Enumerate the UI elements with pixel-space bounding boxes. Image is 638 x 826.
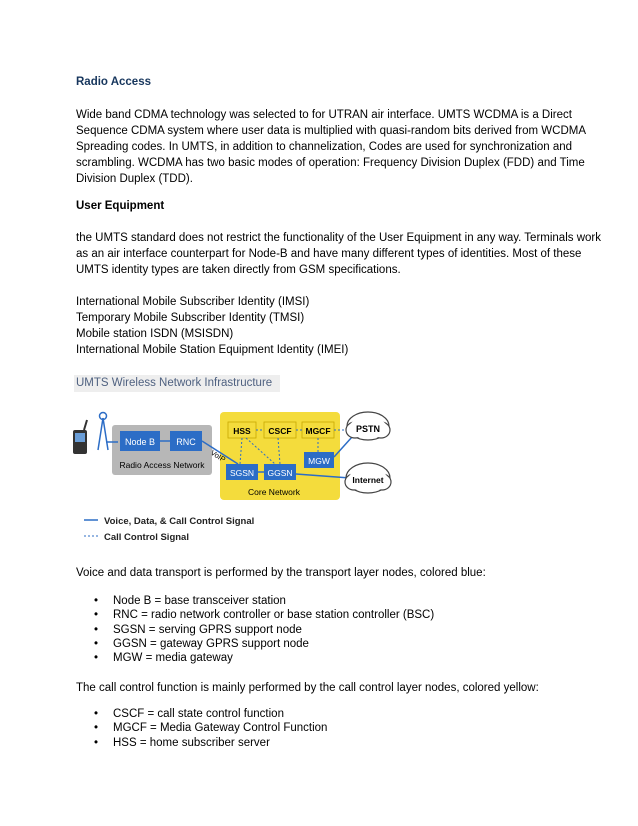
ran-label: Radio Access Network <box>119 460 205 470</box>
identity-item: Temporary Mobile Subscriber Identity (TMSI) <box>76 312 305 324</box>
identity-item: Mobile station ISDN (MSISDN) <box>76 328 234 340</box>
mgw-label: MGW <box>308 456 330 466</box>
voip-label: VoIP <box>208 448 228 465</box>
callcontrol-intro: The call control function is mainly performed by the call control layer nodes, colored yellow: <box>76 682 539 694</box>
node-b-label: Node B <box>124 437 156 447</box>
identity-item: International Mobile Station Equipment Identity (IMEI) <box>76 344 349 356</box>
callcontrol-list <box>94 707 327 750</box>
core-network-label: Core Network <box>248 487 300 497</box>
ggsn-label: GGSN <box>267 468 293 478</box>
heading-radio-access: Radio Access <box>76 76 151 88</box>
mgcf-label: MGCF <box>305 426 331 436</box>
internet-label: Internet <box>352 475 384 485</box>
legend-solid-label: Voice, Data, & Call Control Signal <box>104 516 255 527</box>
handset-icon <box>73 420 87 454</box>
paragraph-line: the UMTS standard does not restrict the functionality of the User Equipment in any way. Terminals work <box>76 232 601 244</box>
list-item: • HSS = home subscriber server <box>94 736 327 750</box>
heading-user-equipment: User Equipment <box>76 200 165 212</box>
legend-dotted-label: Call Control Signal <box>104 532 189 543</box>
paragraph-line: as an air interface counterpart for Node-B and have many different types of identities. Most of these <box>76 248 582 260</box>
paragraph-line: Sequence CDMA system where user data is multiplied with quasi-random bits derived from WCDMA <box>76 125 587 137</box>
umts-network-diagram <box>70 402 400 552</box>
list-item: • MGW = media gateway <box>94 651 434 665</box>
list-item: • RNC = radio network controller or base station controller (BSC) <box>94 608 434 622</box>
transport-intro: Voice and data transport is performed by the transport layer nodes, colored blue: <box>76 567 486 579</box>
antenna-tower-icon <box>98 413 108 451</box>
list-item: • CSCF = call state control function <box>94 707 327 721</box>
list-item: • Node B = base transceiver station <box>94 594 434 608</box>
paragraph-line: UMTS identity types are taken directly from GSM specifications. <box>76 264 401 276</box>
sgsn-label: SGSN <box>229 468 255 478</box>
list-item: • SGSN = serving GPRS support node <box>94 623 434 637</box>
paragraph-line: scrambling. WCDMA has two basic modes of operation: Frequency Division Duplex (FDD) and Time <box>76 157 585 169</box>
transport-list <box>94 594 434 665</box>
list-item: • GGSN = gateway GPRS support node <box>94 637 434 651</box>
list-item: • MGCF = Media Gateway Control Function <box>94 721 327 735</box>
hss-label: HSS <box>233 426 251 436</box>
identity-item: International Mobile Subscriber Identity (IMSI) <box>76 296 310 308</box>
paragraph-line: Wide band CDMA technology was selected to for UTRAN air interface. UMTS WCDMA is a Direct <box>76 109 572 121</box>
rnc-label: RNC <box>176 437 196 447</box>
paragraph-line: Spreading codes. In UMTS, in addition to channelization, Codes are used for synchronization and <box>76 141 573 153</box>
cscf-label: CSCF <box>268 426 292 436</box>
pstn-label: PSTN <box>355 424 381 434</box>
paragraph-line: Division Duplex (TDD). <box>76 173 193 185</box>
figure-caption: UMTS Wireless Network Infrastructure <box>74 375 280 392</box>
